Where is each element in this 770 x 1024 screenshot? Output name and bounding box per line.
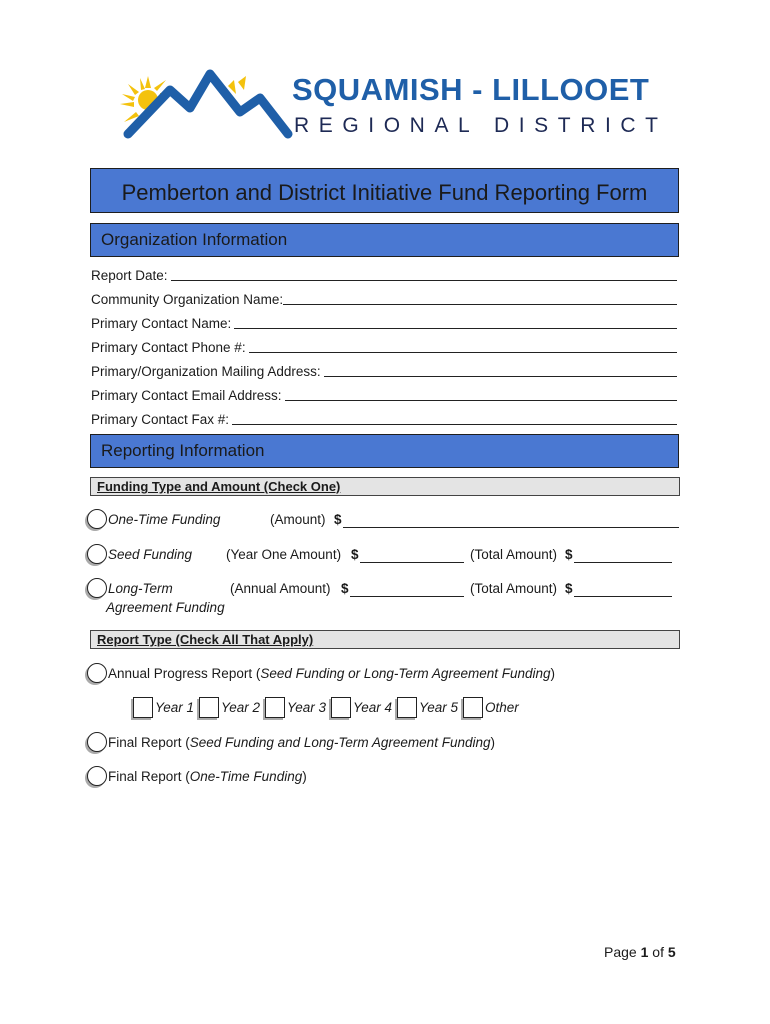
sun-rays-right-icon xyxy=(228,76,246,94)
long-term-funding-radio[interactable] xyxy=(87,578,107,598)
contact-email-field[interactable] xyxy=(91,385,677,403)
annual-progress-report-radio[interactable] xyxy=(87,663,107,683)
dollar-sign: $ xyxy=(351,547,359,562)
label-text: Annual Progress Report ( xyxy=(108,666,261,681)
year-2-checkbox[interactable] xyxy=(199,697,219,718)
long-term-annual-input[interactable] xyxy=(350,584,464,597)
field-label: Primary Contact Fax #: xyxy=(91,412,230,427)
input-line[interactable] xyxy=(232,424,677,425)
long-term-total-input[interactable] xyxy=(574,584,672,597)
label-text: ) xyxy=(302,769,307,784)
year-1-label: Year 1 xyxy=(155,700,195,715)
dollar-sign: $ xyxy=(334,512,342,527)
dollar-sign: $ xyxy=(341,581,349,596)
seed-funding-label: Seed Funding xyxy=(108,547,193,562)
form-title: Pemberton and District Initiative Fund Reporting Form xyxy=(121,179,648,205)
page-total: 5 xyxy=(667,944,676,960)
year-2-label: Year 2 xyxy=(221,700,261,715)
total-amount-label: (Total Amount) xyxy=(470,581,558,596)
page-number xyxy=(604,944,676,960)
dollar-sign: $ xyxy=(565,547,573,562)
other-checkbox[interactable] xyxy=(463,697,483,718)
logo-title: SQUAMISH - LILLOOET xyxy=(292,72,650,107)
field-label: Primary Contact Phone #: xyxy=(91,340,246,355)
final-report-one-time-radio[interactable] xyxy=(87,766,107,786)
year-5-checkbox[interactable] xyxy=(397,697,417,718)
final-report-seed-label xyxy=(108,735,495,750)
year-3-label: Year 3 xyxy=(287,700,327,715)
input-line[interactable] xyxy=(249,352,677,353)
input-line[interactable] xyxy=(234,328,677,329)
label-text: ) xyxy=(550,666,556,681)
label-text: Final Report ( xyxy=(108,769,190,784)
one-time-funding-label: One-Time Funding xyxy=(108,512,221,527)
field-label: Community Organization Name: xyxy=(91,292,284,307)
year-3-checkbox[interactable] xyxy=(265,697,285,718)
label-text: Final Report ( xyxy=(108,735,190,750)
primary-contact-phone-field[interactable] xyxy=(91,337,677,355)
org-heading-label: Organization Information xyxy=(101,230,288,249)
page-word: Page xyxy=(604,944,637,960)
field-label: Primary Contact Name: xyxy=(91,316,232,331)
primary-contact-name-field[interactable] xyxy=(91,313,677,331)
report-type-header-label: Report Type (Check All That Apply) xyxy=(97,632,314,647)
mailing-address-field[interactable] xyxy=(91,361,677,379)
funding-type-subheader xyxy=(90,477,680,496)
dollar-sign: $ xyxy=(565,581,573,596)
year-4-checkbox[interactable] xyxy=(331,697,351,718)
reporting-section-heading xyxy=(90,434,679,468)
year-one-amount-label: (Year One Amount) xyxy=(226,547,342,562)
field-label: Primary/Organization Mailing Address: xyxy=(91,364,321,379)
input-line[interactable] xyxy=(324,376,677,377)
total-amount-label: (Total Amount) xyxy=(470,547,558,562)
one-time-amount-input[interactable] xyxy=(343,515,679,528)
input-line[interactable] xyxy=(283,304,677,305)
annual-progress-report-label xyxy=(108,666,555,681)
other-label: Other xyxy=(485,700,519,715)
input-line[interactable] xyxy=(171,280,677,281)
seed-year-one-input[interactable] xyxy=(360,550,464,563)
year-4-label: Year 4 xyxy=(353,700,393,715)
logo-subtitle: REGIONAL DISTRICT xyxy=(294,114,668,137)
report-date-field[interactable] xyxy=(91,265,677,283)
year-1-checkbox[interactable] xyxy=(133,697,153,718)
funding-header-label: Funding Type and Amount (Check One) xyxy=(97,479,341,494)
label-text: ) xyxy=(490,735,495,750)
contact-fax-field[interactable] xyxy=(91,409,677,427)
report-type-subheader xyxy=(90,630,680,649)
one-time-funding-radio[interactable] xyxy=(87,509,107,529)
long-term-label-line1: Long-Term xyxy=(108,581,173,596)
field-label: Primary Contact Email Address: xyxy=(91,388,282,403)
field-label: Report Date: xyxy=(91,268,168,283)
label-italic: Seed Funding and Long-Term Agreement Funding xyxy=(189,735,491,750)
reporting-heading-label: Reporting Information xyxy=(101,441,265,460)
form-title-bar xyxy=(90,168,679,213)
label-italic: Seed Funding or Long-Term Agreement Funding xyxy=(260,666,551,681)
page-current: 1 xyxy=(640,944,649,960)
year-5-label: Year 5 xyxy=(419,700,459,715)
seed-total-input[interactable] xyxy=(574,550,672,563)
seed-funding-radio[interactable] xyxy=(87,544,107,564)
annual-amount-label: (Annual Amount) xyxy=(230,581,331,596)
final-report-one-time-label xyxy=(108,769,307,784)
one-time-amount-label: (Amount) xyxy=(270,512,326,527)
org-section-heading xyxy=(90,223,679,257)
community-org-name-field[interactable] xyxy=(91,289,677,307)
mountains-icon xyxy=(128,74,288,134)
long-term-label-line2: Agreement Funding xyxy=(106,600,225,615)
of-word: of xyxy=(652,944,664,960)
label-italic: One-Time Funding xyxy=(189,769,303,784)
final-report-seed-radio[interactable] xyxy=(87,732,107,752)
input-line[interactable] xyxy=(285,400,677,401)
